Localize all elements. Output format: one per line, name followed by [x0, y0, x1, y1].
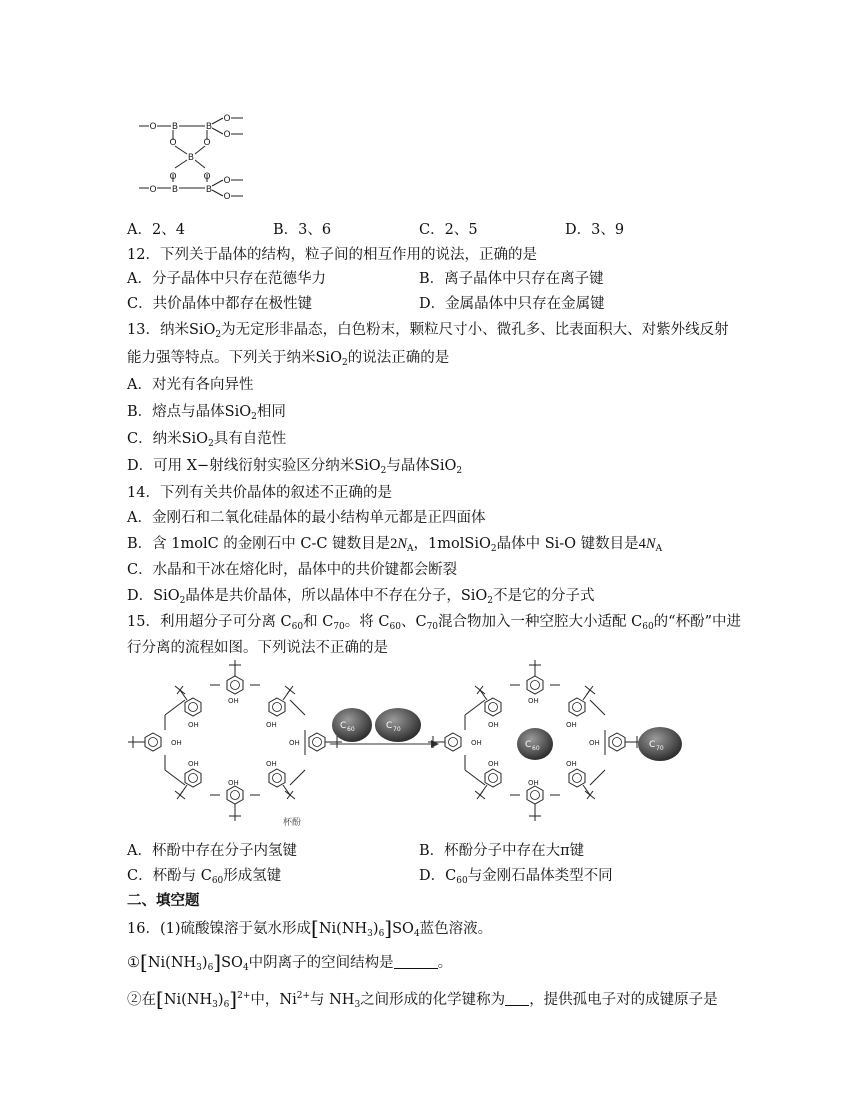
q11-option-b: B．3、6 — [273, 222, 332, 238]
q14-option-a: A．金刚石和二氧化硅晶体的最小结构单元都是正四面体 — [127, 510, 486, 526]
oh-label: OH — [566, 721, 577, 729]
q11-option-c: C．2、5 — [419, 222, 478, 238]
svg-text:60: 60 — [532, 745, 540, 752]
atom-o-label: O — [203, 172, 211, 182]
oh-label: OH — [171, 739, 182, 747]
atom-o-label: O — [169, 172, 177, 182]
atom-o-label: O — [203, 138, 211, 148]
answer-blank[interactable] — [394, 954, 438, 969]
atom-b-label: B — [171, 185, 179, 195]
q15-option-a: A．杯酚中存在分子内氢键 — [127, 843, 297, 859]
section-heading: 二、填空题 — [127, 893, 200, 909]
svg-text:C: C — [340, 721, 347, 731]
q15-option-b: B．杯酚分子中存在大π键 — [419, 843, 585, 859]
atom-b-label: B — [171, 122, 179, 132]
calixarene-left — [128, 660, 342, 828]
q12-option-b: B．离子晶体中只存在离子键 — [419, 271, 604, 287]
c60-ball-in-cavity — [517, 728, 553, 760]
svg-text:C: C — [649, 740, 656, 750]
atom-b-label: B — [187, 153, 195, 163]
q13-stem-line1: 13．纳米SiO$_2$为无定形非晶态，白色粉末，颗粒尺寸小、微孔多、比表面积大、对紫外线反射 — [127, 322, 729, 340]
borate-structure-figure — [135, 108, 265, 208]
q14-stem: 14．下列有关共价晶体的叙述不正确的是 — [127, 485, 392, 501]
calixarene-separation-figure — [125, 660, 685, 835]
q15-stem-line2: 行分离的流程如图。下列说法不正确的是 — [127, 640, 388, 656]
q16-sub2: ②在$[Ni(NH_3)_6]^{2+}$中，$Ni^{2+}$与 $NH_3$之间形成的化学键称为 ，提供孤电子对的成键原子是 — [127, 987, 718, 1011]
calixarene-right — [428, 660, 642, 821]
oh-label: OH — [188, 721, 199, 729]
oh-label: OH — [266, 721, 277, 729]
atom-o-label: O — [149, 122, 157, 132]
q15-stem-line1: 15．利用超分子可分离 $C_{60}$和 $C_{70}$。将 $C_{60}$、$C_{70}$混合物加入一种空腔大小适配 $C_{60}$的“杯酚”中进 — [127, 614, 741, 632]
q14-option-d: D．SiO$_2$晶体是共价晶体，所以晶体中不存在分子，SiO$_2$不是它的分子式 — [127, 588, 595, 606]
atom-o-label: O — [169, 138, 177, 148]
c70-ball — [375, 708, 421, 742]
oh-label: OH — [589, 739, 600, 747]
q13-option-a: A．对光有各向异性 — [127, 377, 254, 393]
q16-sub1: $①[Ni(NH_3)_6]SO_4$中阴离子的空间结构是 。 — [127, 950, 453, 974]
oh-label: OH — [266, 760, 277, 768]
q14-option-b: B．含 1molC 的金刚石中 C-C 键数目是$2N_A$，1molSiO$_2$晶体中 Si-O 键数目是$4N_A$ — [127, 536, 663, 554]
q12-option-d: D．金属晶体中只存在金属键 — [419, 296, 605, 312]
q12-option-a: A．分子晶体中只存在范德华力 — [127, 271, 326, 287]
oh-label: OH — [228, 779, 239, 787]
atom-o-label: O — [223, 192, 231, 202]
q12-stem: 12．下列关于晶体的结构，粒子间的相互作用的说法，正确的是 — [127, 247, 537, 263]
atom-o-label: O — [223, 114, 231, 124]
q15-option-d: D．$C_{60}$与金刚石晶体类型不同 — [419, 868, 613, 886]
oh-label: OH — [528, 697, 539, 705]
oh-label: OH — [488, 760, 499, 768]
atom-b-label: B — [205, 185, 213, 195]
q13-option-c: C．纳米SiO$_2$具有自范性 — [127, 431, 287, 449]
q11-option-d: D．3、9 — [565, 222, 625, 238]
atom-o-label: O — [223, 176, 231, 186]
svg-text:C: C — [525, 740, 532, 750]
svg-text:60: 60 — [347, 726, 355, 733]
svg-text:70: 70 — [656, 745, 664, 752]
q16-line1: 16．(1)硫酸镍溶于氨水形成$[Ni(NH_3)_6]SO_4$蓝色溶液。 — [127, 916, 493, 940]
oh-label: OH — [188, 760, 199, 768]
oh-label: OH — [289, 739, 300, 747]
atom-o-label: O — [149, 185, 157, 195]
oh-label: OH — [228, 697, 239, 705]
c70-ball-separated — [638, 727, 682, 761]
atom-o-label: O — [223, 130, 231, 140]
oh-label: OH — [566, 760, 577, 768]
atom-b-label: B — [205, 122, 213, 132]
svg-text:C: C — [386, 721, 393, 731]
c60-ball — [332, 708, 372, 742]
q15-option-c: C．杯酚与 $C_{60}$形成氢键 — [127, 868, 282, 886]
answer-blank[interactable] — [505, 991, 529, 1006]
q13-option-d: D．可用 X−射线衍射实验区分纳米SiO$_2$与晶体SiO$_2$ — [127, 458, 463, 476]
q13-option-b: B．熔点与晶体SiO$_2$相同 — [127, 404, 286, 422]
q13-stem-line2: 能力强等特点。下列关于纳米SiO$_2$的说法正确的是 — [127, 350, 450, 368]
oh-label: OH — [488, 721, 499, 729]
svg-text:70: 70 — [393, 726, 401, 733]
oh-label: OH — [528, 779, 539, 787]
q11-option-a: A．2、4 — [127, 222, 185, 238]
oh-label: OH — [471, 739, 482, 747]
q12-option-c: C．共价晶体中都存在极性键 — [127, 296, 313, 312]
figure-caption: 杯酚 — [283, 818, 302, 828]
q14-option-c: C．水晶和干冰在熔化时，晶体中的共价键都会断裂 — [127, 562, 458, 578]
